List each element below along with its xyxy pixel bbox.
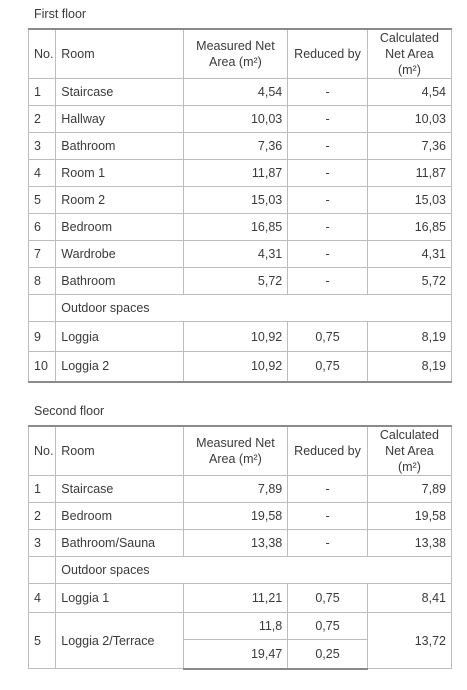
cell-no: 1	[29, 476, 56, 503]
outdoor-spaces-label: Outdoor spaces	[56, 295, 452, 322]
cell-room: Bathroom/Sauna	[56, 530, 183, 557]
cell-room: Staircase	[56, 79, 183, 106]
table-row	[29, 79, 452, 106]
cell-measured: 13,38	[183, 530, 288, 557]
cell-no: 5	[29, 187, 56, 214]
cell-room: Bathroom	[56, 268, 183, 295]
cell-no: 6	[29, 214, 56, 241]
cell-measured: 19,47	[183, 640, 288, 669]
table-row	[29, 187, 452, 214]
cell-measured: 7,89	[183, 476, 288, 503]
cell-no: 4	[29, 584, 56, 613]
table-row	[29, 241, 452, 268]
cell-reduced: 0,75	[288, 322, 368, 352]
cell-measured: 4,31	[183, 241, 288, 268]
header-calculated: Calculated Net Area (m²)	[367, 426, 451, 476]
outdoor-spaces-row	[29, 295, 452, 322]
cell-no: 5	[29, 613, 56, 669]
table-row	[29, 322, 452, 352]
cell-room: Loggia 2	[56, 352, 183, 382]
header-reduced: Reduced by	[288, 426, 368, 476]
cell-measured: 11,21	[183, 584, 288, 613]
table-row	[29, 352, 452, 382]
cell-calculated: 4,31	[367, 241, 451, 268]
cell-reduced: -	[288, 160, 368, 187]
cell-calculated: 13,38	[367, 530, 451, 557]
cell-no: 2	[29, 106, 56, 133]
cell-reduced: -	[288, 241, 368, 268]
second-floor-title: Second floor	[34, 404, 105, 418]
table-row	[29, 133, 452, 160]
cell-room: Bedroom	[56, 503, 183, 530]
outdoor-spaces-label: Outdoor spaces	[56, 557, 452, 584]
cell-reduced: -	[288, 79, 368, 106]
cell-reduced: -	[288, 106, 368, 133]
cell-calculated: 5,72	[367, 268, 451, 295]
cell-measured: 10,92	[183, 322, 288, 352]
cell-measured: 5,72	[183, 268, 288, 295]
cell-room: Loggia 2/Terrace	[56, 613, 183, 669]
cell-reduced: -	[288, 268, 368, 295]
cell-reduced: 0,75	[288, 613, 368, 640]
header-measured: Measured Net Area (m²)	[183, 426, 288, 476]
table-row	[29, 584, 452, 613]
cell-calculated: 4,54	[367, 79, 451, 106]
cell-reduced: -	[288, 476, 368, 503]
cell-room: Hallway	[56, 106, 183, 133]
cell-calculated: 11,87	[367, 160, 451, 187]
cell-no: 8	[29, 268, 56, 295]
cell-calculated: 13,72	[367, 613, 451, 669]
header-no: No.	[29, 426, 56, 476]
cell-room: Bathroom	[56, 133, 183, 160]
cell-reduced: 0,25	[288, 640, 368, 669]
cell-reduced: -	[288, 187, 368, 214]
table-row	[29, 106, 452, 133]
table-header-row	[29, 29, 452, 79]
table-row	[29, 476, 452, 503]
cell-reduced: -	[288, 503, 368, 530]
cell-measured: 11,87	[183, 160, 288, 187]
header-reduced: Reduced by	[288, 29, 368, 79]
table-row	[29, 503, 452, 530]
cell-reduced: 0,75	[288, 352, 368, 382]
cell-no: 2	[29, 503, 56, 530]
cell-measured: 11,8	[183, 613, 288, 640]
cell-reduced: -	[288, 530, 368, 557]
cell-no: 1	[29, 79, 56, 106]
cell-no: 9	[29, 322, 56, 352]
table-row	[29, 613, 452, 640]
cell-no: 10	[29, 352, 56, 382]
cell-measured: 19,58	[183, 503, 288, 530]
cell-measured: 15,03	[183, 187, 288, 214]
cell-measured: 7,36	[183, 133, 288, 160]
cell-calculated: 10,03	[367, 106, 451, 133]
cell-room: Bedroom	[56, 214, 183, 241]
cell-calculated: 8,41	[367, 584, 451, 613]
cell-room: Loggia 1	[56, 584, 183, 613]
cell-calculated: 8,19	[367, 322, 451, 352]
cell-no: 7	[29, 241, 56, 268]
cell-measured: 4,54	[183, 79, 288, 106]
table-row	[29, 530, 452, 557]
header-calculated: Calculated Net Area (m²)	[367, 29, 451, 79]
cell-no: 4	[29, 160, 56, 187]
cell-calculated: 15,03	[367, 187, 451, 214]
header-room: Room	[56, 426, 183, 476]
cell-room: Loggia	[56, 322, 183, 352]
cell-reduced: -	[288, 133, 368, 160]
first-floor-title: First floor	[34, 7, 87, 21]
header-room: Room	[56, 29, 183, 79]
cell-calculated: 7,36	[367, 133, 451, 160]
table-row	[29, 214, 452, 241]
cell-empty	[29, 295, 56, 322]
cell-calculated: 16,85	[367, 214, 451, 241]
cell-measured: 10,03	[183, 106, 288, 133]
outdoor-spaces-row	[29, 557, 452, 584]
cell-room: Room 1	[56, 160, 183, 187]
cell-measured: 10,92	[183, 352, 288, 382]
cell-no: 3	[29, 530, 56, 557]
cell-room: Room 2	[56, 187, 183, 214]
header-no: No.	[29, 29, 56, 79]
cell-calculated: 19,58	[367, 503, 451, 530]
cell-room: Wardrobe	[56, 241, 183, 268]
table-row	[29, 160, 452, 187]
table-header-row	[29, 426, 452, 476]
cell-no: 3	[29, 133, 56, 160]
cell-calculated: 7,89	[367, 476, 451, 503]
table-row	[29, 268, 452, 295]
cell-calculated: 8,19	[367, 352, 451, 382]
cell-reduced: 0,75	[288, 584, 368, 613]
cell-room: Staircase	[56, 476, 183, 503]
cell-measured: 16,85	[183, 214, 288, 241]
cell-empty	[29, 557, 56, 584]
first-floor-table	[28, 28, 452, 383]
header-measured: Measured Net Area (m²)	[183, 29, 288, 79]
cell-reduced: -	[288, 214, 368, 241]
second-floor-table	[28, 425, 452, 670]
